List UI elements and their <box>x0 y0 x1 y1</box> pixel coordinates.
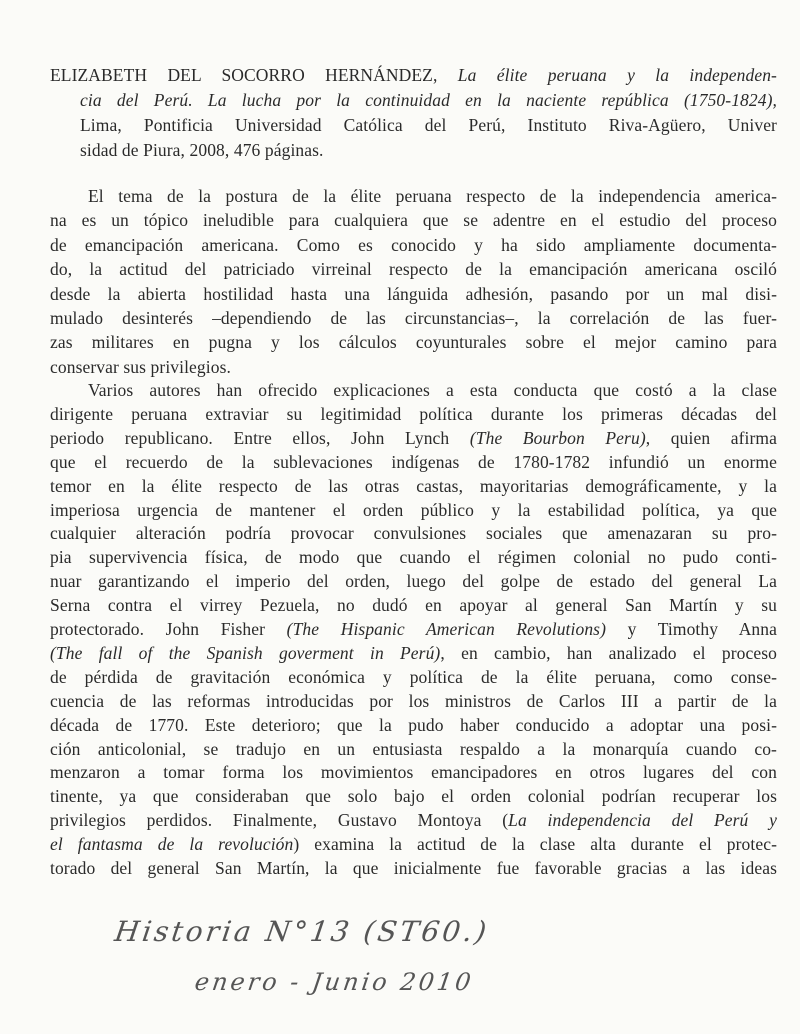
paragraph-2-line <box>50 833 777 855</box>
paragraph-1-line <box>50 331 777 353</box>
paragraph-1-line <box>50 356 777 378</box>
paragraph-1-line <box>50 283 777 305</box>
text-segment: menzaron a tomar forma los movimientos emancipadores en otros lugares del con <box>50 762 777 783</box>
paragraph-2-line <box>50 451 777 473</box>
text-segment: que el recuerdo de la sublevaciones indígenas de 1780-1782 infundió un enorme <box>50 451 777 472</box>
paragraph-2-line <box>50 666 777 688</box>
paragraph-2-line <box>50 642 777 664</box>
citation-line <box>80 89 777 111</box>
text-segment: pia supervivencia física, de modo que cuando el régimen colonial no pudo conti- <box>50 547 777 568</box>
paragraph-2-line <box>50 570 777 592</box>
text-segment: desde la abierta hostilidad hasta una lánguida adhesión, pasando por un mal disi- <box>50 283 777 304</box>
text-segment: dirigente peruana extraviar su legitimidad política durante los primeras décadas del <box>50 403 777 424</box>
text-segment: ) examina la actitud de la clase alta durante el protec- <box>293 834 777 855</box>
text-segment: Varios autores han ofrecido explicaciones a esta conducta que costó a la clase <box>88 380 777 400</box>
text-segment: Lima, Pontificia Universidad Católica del Perú, Instituto Riva-Agüero, Univer <box>80 115 777 135</box>
italic-title-text: (The Hispanic American Revolutions) <box>286 619 607 639</box>
paragraph-2-line <box>50 857 777 879</box>
text-segment: periodo republicano. Entre ellos, John Lynch <box>50 427 470 448</box>
text-segment: ELIZABETH DEL SOCORRO HERNÁNDEZ, <box>50 65 458 85</box>
text-segment: , quien afirma <box>645 427 777 448</box>
paragraph-2-line <box>50 499 777 521</box>
paragraph-1-line <box>50 185 777 207</box>
text-segment: de pérdida de gravitación económica y política de la élite peruana, como conse- <box>50 666 777 687</box>
text-segment: conservar sus privilegios. <box>50 356 231 377</box>
text-segment: protectorado. John Fisher <box>50 619 287 639</box>
paragraph-2-line <box>50 809 777 831</box>
paragraph-2-line <box>50 714 777 736</box>
citation-line <box>80 139 777 161</box>
paragraph-2-line <box>50 738 777 760</box>
text-segment: ción anticolonial, se tradujo en un entusiasta respaldo a la monarquía cuando co- <box>50 738 777 759</box>
text-segment: nuar garantizando el imperio del orden, luego del golpe de estado del general La <box>50 571 777 592</box>
citation-line <box>80 114 777 136</box>
paragraph-2-line <box>50 379 777 401</box>
italic-title-text: La élite peruana y la independen- <box>457 65 777 85</box>
italic-title-text: La independencia del Perú y <box>508 810 777 831</box>
text-segment: El tema de la postura de la élite peruana respecto de la independencia america- <box>88 186 777 206</box>
paragraph-2-line <box>50 761 777 783</box>
text-segment: privilegios perdidos. Finalmente, Gustavo Montoya ( <box>50 810 509 831</box>
paragraph-1-line <box>50 258 777 280</box>
paragraph-2-line <box>50 427 777 449</box>
handwritten-note-line-1: Historia N°13 (ST60.) <box>112 915 492 948</box>
handwritten-note-line-2: enero - Junio 2010 <box>193 968 476 996</box>
paragraph-2-line <box>50 785 777 807</box>
text-segment: na es un tópico ineludible para cualquiera que se adentre en el estudio del proceso <box>50 210 777 231</box>
text-segment: mulado desinterés –dependiendo de las circunstancias–, la correlación de las fuer- <box>50 308 777 328</box>
italic-title-text: (The Bourbon Peru) <box>469 427 646 448</box>
text-segment: y Timothy Anna <box>606 619 777 639</box>
text-segment: de emancipación americana. Como es conocido y ha sido ampliamente documenta- <box>50 234 777 255</box>
italic-title-text: cia del Perú. La lucha por la continuidad en la naciente república (1750-1824), <box>80 90 777 110</box>
paragraph-1-line <box>50 209 777 231</box>
paragraph-2-line <box>50 475 777 497</box>
paragraph-2-line <box>50 522 777 544</box>
text-segment: temor en la élite respecto de las otras castas, mayoritarias demográficamente, y la <box>50 475 777 496</box>
text-segment: , en cambio, han analizado el proceso <box>440 642 777 663</box>
text-segment: cuencia de las reformas introducidas por los ministros de Carlos III a partir de la <box>50 690 777 711</box>
text-segment: zas militares en pugna y los cálculos coyunturales sobre el mejor camino para <box>50 332 777 353</box>
text-segment: cualquier alteración podría provocar convulsiones sociales que amenazaran su pro- <box>50 523 777 544</box>
text-segment: Serna contra el virrey Pezuela, no dudó en apoyar al general San Martín y su <box>50 595 777 616</box>
text-segment: torado del general San Martín, la que inicialmente fue favorable gracias a las ideas <box>50 858 777 878</box>
citation-line <box>50 64 777 86</box>
paragraph-2-line <box>50 690 777 712</box>
paragraph-1-line <box>50 234 777 256</box>
italic-title-text: el fantasma de la revolución <box>50 834 294 855</box>
paragraph-2-line <box>50 618 777 640</box>
paragraph-2-line <box>50 546 777 568</box>
paragraph-1-line <box>50 307 777 329</box>
text-segment: imperiosa urgencia de mantener el orden público y la estabilidad política, ya que <box>50 499 777 520</box>
text-segment: década de 1770. Este deterioro; que la pudo haber conducido a adoptar una posi- <box>50 714 777 735</box>
text-segment: do, la actitud del patriciado virreinal respecto de la emancipación americana osciló <box>50 259 777 280</box>
paragraph-2-line <box>50 403 777 425</box>
text-segment: sidad de Piura, 2008, 476 páginas. <box>80 140 324 160</box>
text-segment: tinente, ya que consideraban que solo bajo el orden colonial podrían recuperar los <box>50 786 777 807</box>
paragraph-2-line <box>50 594 777 616</box>
italic-title-text: (The fall of the Spanish goverment in Perú) <box>50 642 441 663</box>
